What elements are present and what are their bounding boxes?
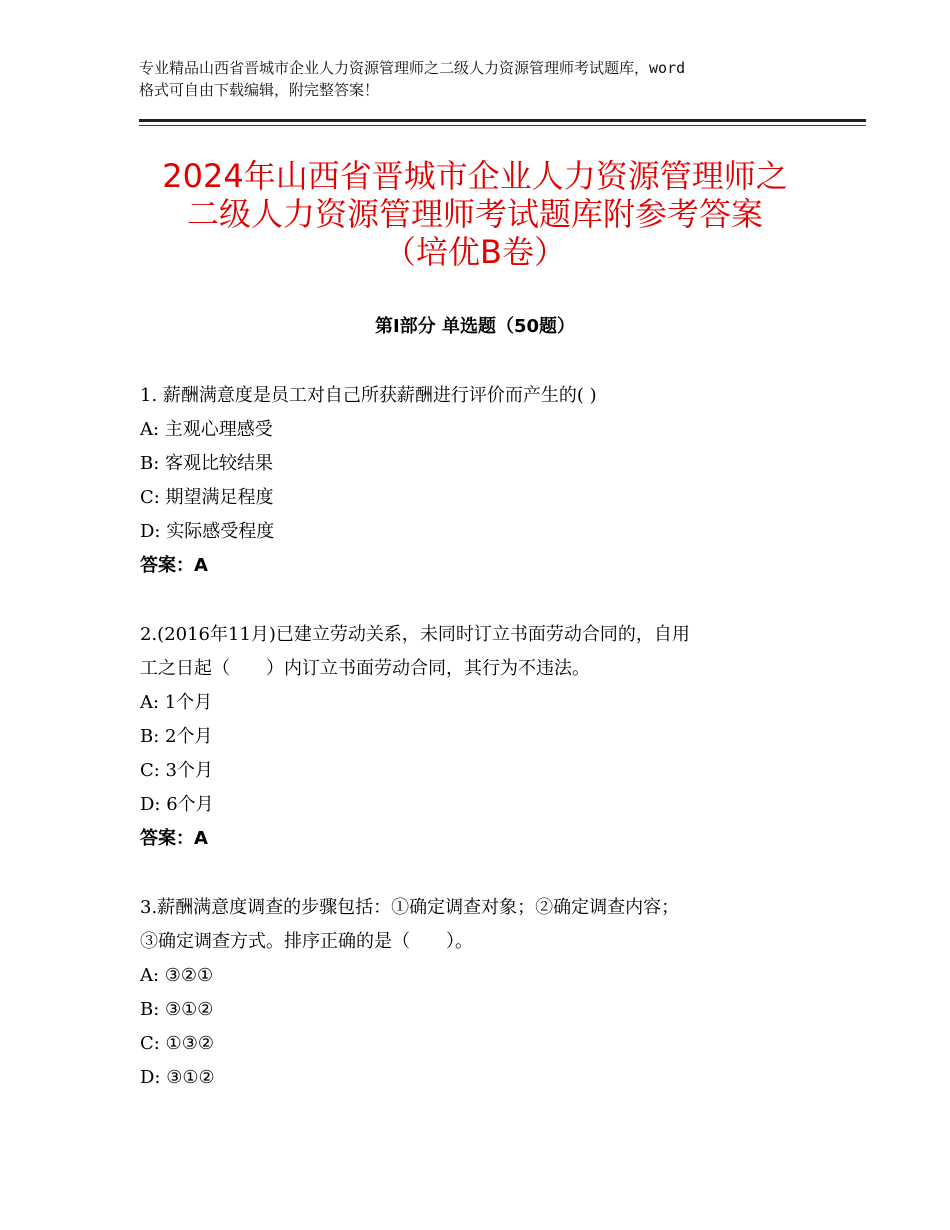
question-2-option-b: B: 2个月	[140, 726, 213, 747]
document-title	[120, 157, 830, 271]
question-1	[140, 379, 830, 583]
question-1-option-c: C: 期望满足程度	[140, 487, 274, 508]
question-3-option-d: D: ③①②	[140, 1067, 215, 1088]
title-line-2: 二级人力资源管理师考试题库附参考答案	[186, 195, 763, 233]
question-1-answer: 答案：A	[140, 555, 208, 576]
title-line-3: （培优B卷）	[384, 233, 566, 271]
question-3-option-b: B: ③①②	[140, 999, 214, 1020]
question-2-answer: 答案：A	[140, 828, 208, 849]
question-3-stem-line-2: ③确定调查方式。排序正确的是（ ）。	[140, 931, 473, 952]
header-note-line-2: 格式可自由下载编辑，附完整答案！	[139, 81, 380, 99]
question-1-option-d: D: 实际感受程度	[140, 521, 275, 542]
question-2-stem-line-2: 工之日起（ ）内订立书面劳动合同，其行为不违法。	[140, 658, 590, 679]
question-3	[140, 891, 830, 1095]
question-2	[140, 618, 830, 856]
question-2-option-d: D: 6个月	[140, 794, 214, 815]
title-line-1: 2024年山西省晋城市企业人力资源管理师之	[162, 157, 788, 195]
question-3-stem-line-1: 3.薪酬满意度调查的步骤包括：①确定调查对象；②确定调查内容；	[140, 897, 680, 918]
question-2-option-a: A: 1个月	[140, 692, 213, 713]
question-2-option-c: C: 3个月	[140, 760, 214, 781]
header-note-line-1: 专业精品山西省晋城市企业人力资源管理师之二级人力资源管理师考试题库，word	[139, 59, 686, 77]
question-1-option-b: B: 客观比较结果	[140, 453, 274, 474]
header-divider-thin	[139, 125, 866, 126]
question-3-option-a: A: ③②①	[140, 965, 214, 986]
section-title: 第Ⅰ部分 单选题（50题）	[374, 316, 575, 337]
question-3-option-c: C: ①③②	[140, 1033, 214, 1054]
question-1-option-a: A: 主观心理感受	[140, 419, 273, 440]
document-header-note	[139, 57, 829, 101]
question-1-stem: 1. 薪酬满意度是员工对自己所获薪酬进行评价而产生的( )	[140, 385, 597, 406]
question-2-stem-line-1: 2.(2016年11月)已建立劳动关系，未同时订立书面劳动合同的，自用	[140, 624, 690, 645]
header-divider-thick	[139, 119, 866, 122]
